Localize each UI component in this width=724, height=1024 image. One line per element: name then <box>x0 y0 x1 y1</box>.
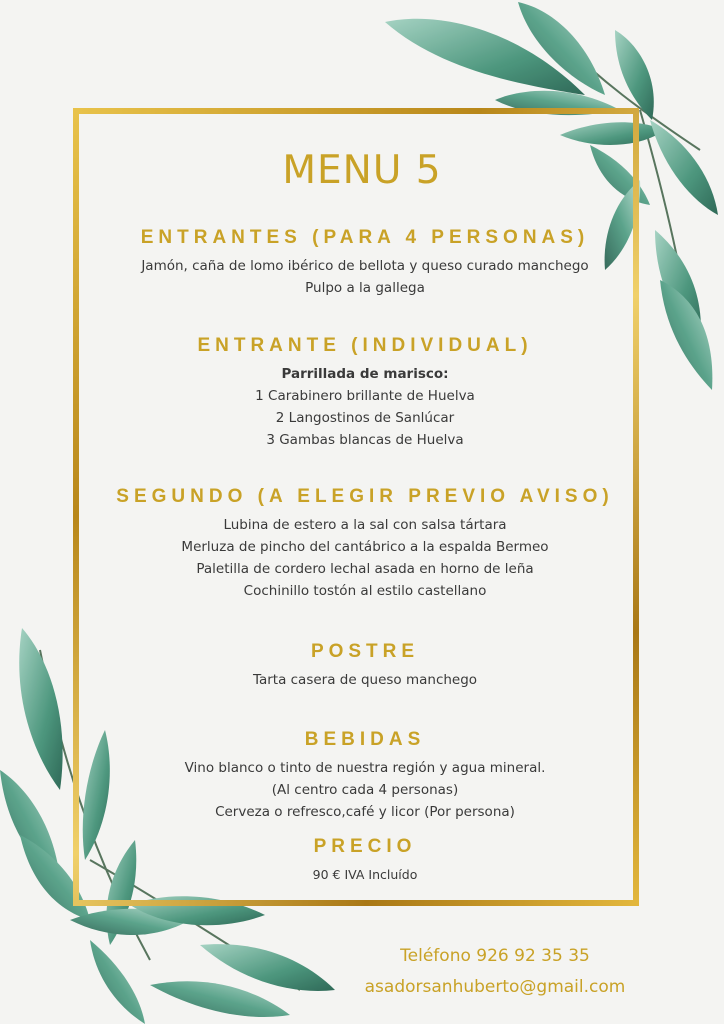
section-heading: ENTRANTES (PARA 4 PERSONAS) <box>140 227 590 248</box>
menu-item: 2 Langostinos de Sanlúcar <box>275 410 455 426</box>
section-postre <box>70 641 660 691</box>
section-heading: PRECIO <box>313 836 417 857</box>
section-precio <box>70 836 660 886</box>
menu-item: (Al centro cada 4 personas) <box>271 782 459 798</box>
menu-item: Merluza de pincho del cantábrico a la espalda Bermeo <box>181 539 549 555</box>
menu-item: 3 Gambas blancas de Huelva <box>266 432 464 448</box>
menu-item: Lubina de estero a la sal con salsa tártara <box>223 517 507 533</box>
price-value: 90 € IVA Incluído <box>312 867 418 882</box>
contact-email[interactable]: asadorsanhuberto@gmail.com <box>364 977 626 997</box>
menu-item: Paletilla de cordero lechal asada en horno de leña <box>196 561 534 577</box>
section-heading: POSTRE <box>310 641 420 662</box>
menu-item: Cochinillo tostón al estilo castellano <box>243 583 487 599</box>
section-heading: BEBIDAS <box>304 729 426 750</box>
contact-phone: Teléfono 926 92 35 35 <box>400 946 590 966</box>
menu-title: MENU 5 <box>282 148 442 193</box>
section-entrantes <box>70 227 660 299</box>
section-entrante-individual <box>70 335 660 451</box>
section-bebidas <box>70 729 660 823</box>
menu-subheading: Parrillada de marisco: <box>281 366 449 382</box>
menu-item: Tarta casera de queso manchego <box>252 672 478 688</box>
menu-item: Cerveza o refresco,café y licor (Por persona) <box>215 804 515 820</box>
menu-item: Vino blanco o tinto de nuestra región y agua mineral. <box>184 760 546 776</box>
menu-item: Pulpo a la gallega <box>305 280 425 296</box>
section-segundo <box>70 486 660 602</box>
menu-item: 1 Carabinero brillante de Huelva <box>255 388 475 404</box>
menu-item: Jamón, caña de lomo ibérico de bellota y queso curado manchego <box>141 258 589 274</box>
section-heading: SEGUNDO (A ELEGIR PREVIO AVISO) <box>116 486 614 507</box>
section-heading: ENTRANTE (INDIVIDUAL) <box>197 335 533 356</box>
